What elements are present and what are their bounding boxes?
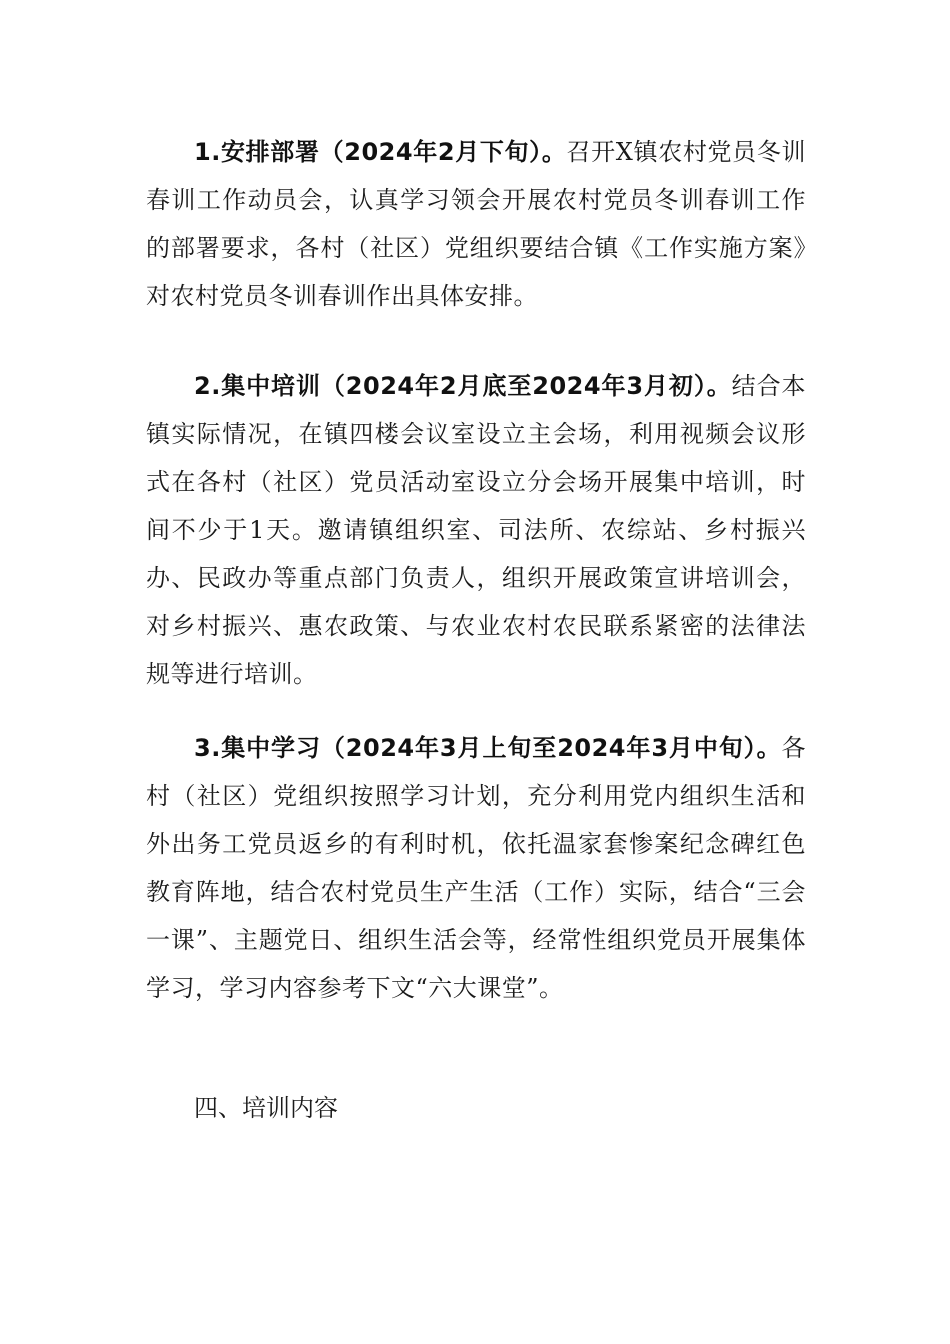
paragraph-lead: 3.集中学习（2024年3月上旬至2024年3月中旬）。 <box>194 734 782 762</box>
paragraph-body: 召开X镇农村党员冬训春训工作动员会，认真学习领会开展农村党员冬训春训工作的部署要求，各村（社区）党组织要结合镇《工作实施方案》对农村党员冬训春训作出具体安排。 <box>146 138 806 310</box>
section-heading: 四、培训内容 <box>194 1094 338 1122</box>
paragraph-centralized-training <box>146 362 806 698</box>
paragraph-arrangement <box>146 128 806 320</box>
paragraph-centralized-study <box>146 724 806 1012</box>
paragraph-body: 结合本镇实际情况，在镇四楼会议室设立主会场，利用视频会议形式在各村（社区）党员活动室设立分会场开展集中培训，时间不少于1天。邀请镇组织室、司法所、农综站、乡村振兴办、民政办等重点部门负责人，组织开展政策宣讲培训会，对乡村振兴、惠农政策、与农业农村农民联系紧密的法律法规等进行培训。 <box>146 372 806 688</box>
paragraph-lead: 1.安排部署（2024年2月下旬）。 <box>194 138 567 166</box>
paragraph-body: 各村（社区）党组织按照学习计划，充分利用党内组织生活和外出务工党员返乡的有利时机，依托温家套惨案纪念碑红色教育阵地，结合农村党员生产生活（工作）实际，结合“三会一课”、主题党日、组织生活会等，经常性组织党员开展集体学习，学习内容参考下文“六大课堂”。 <box>146 734 806 1002</box>
paragraph-lead: 2.集中培训（2024年2月底至2024年3月初）。 <box>194 372 732 400</box>
